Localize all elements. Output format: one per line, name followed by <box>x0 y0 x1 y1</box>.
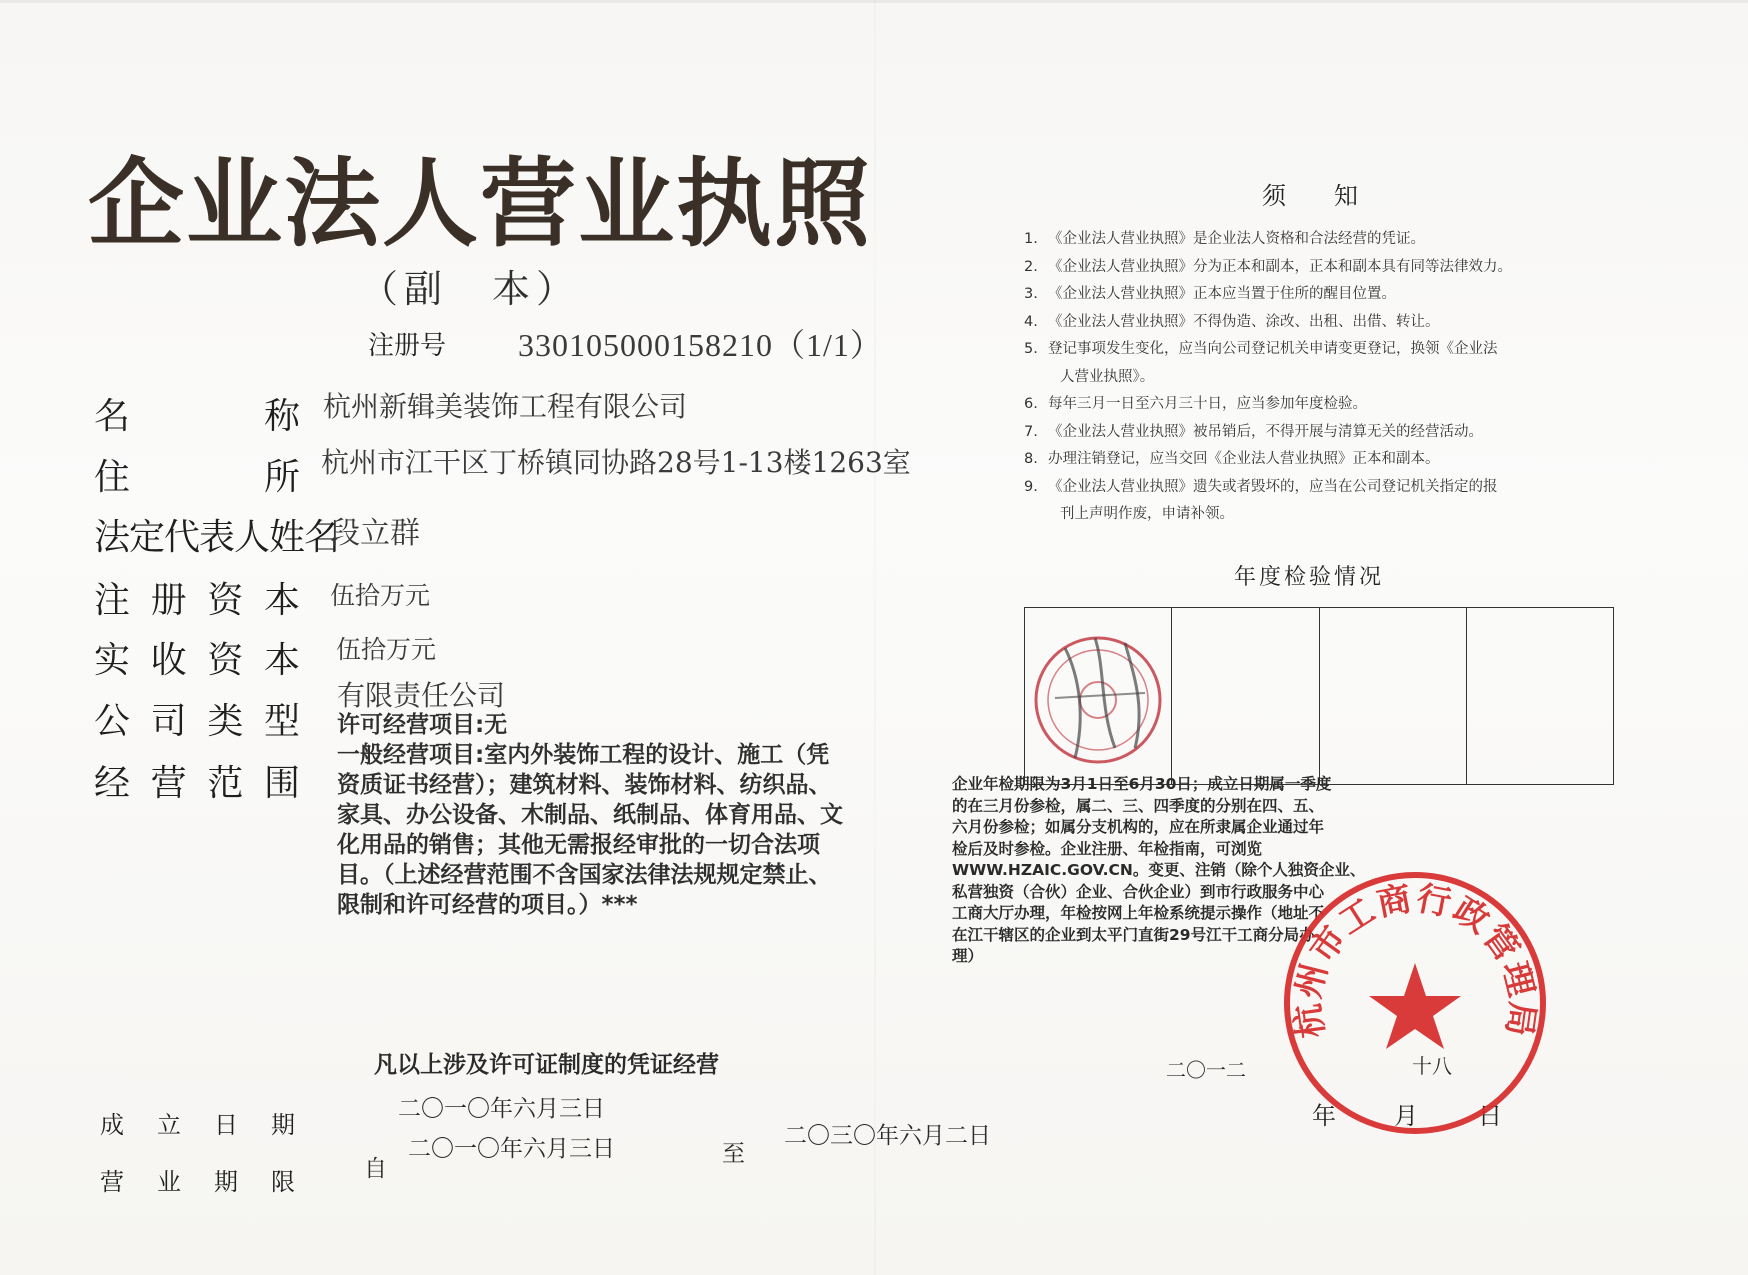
notice-item: 1. 《企业法人营业执照》是企业法人资格和合法经营的凭证。 <box>1024 231 1425 247</box>
business-scope-text <box>337 710 897 920</box>
registration-number: 330105000158210（1/1） <box>518 327 883 363</box>
issue-day-label: 日 <box>1478 1102 1502 1130</box>
scope-line: 资质证书经营）；建筑材料、装饰材料、纺织品、 <box>337 772 832 798</box>
inspection-cell <box>1025 608 1172 784</box>
notice-item: 2. 《企业法人营业执照》分为正本和副本，正本和副本具有同等法律效力。 <box>1024 258 1512 275</box>
issue-day-value: 十八 <box>1412 1054 1452 1078</box>
issue-month-label: 月 <box>1394 1102 1418 1130</box>
establishment-date-label: 成立日期 <box>100 1111 328 1139</box>
field-label-registered-capital: 注 册 资 本 <box>94 580 300 621</box>
notice-item: 6. 每年三月一日至六月三十日，应当参加年度检验。 <box>1024 396 1367 412</box>
document-subtitle: （副 本） <box>360 267 581 311</box>
business-term-from-prefix: 自 <box>364 1156 387 1182</box>
permit-note: 凡以上涉及许可证制度的凭证经营 <box>374 1052 719 1078</box>
annual-inspection-title: 年度检验情况 <box>1234 565 1385 590</box>
business-term-to-prefix: 至 <box>722 1141 745 1167</box>
establishment-date-value: 二〇一〇年六月三日 <box>398 1096 605 1122</box>
notice-item-continued: 刊上声明作废，申请补领。 <box>1060 506 1234 522</box>
field-label-legal-rep: 法定代表人姓名 <box>94 517 340 558</box>
notice-item: 9. 《企业法人营业执照》遗失或者毁坏的，应当在公司登记机关指定的报 <box>1024 478 1498 495</box>
scope-line: 限制和许可经营的项目。）*** <box>337 892 638 918</box>
note-line: 检后及时参检。企业注册、年检指南，可浏览 <box>952 839 1263 858</box>
scope-line: 目。（上述经营范围不含国家法律法规规定禁止、 <box>337 862 832 888</box>
annual-inspection-table <box>1024 607 1614 785</box>
business-term-to: 二〇三〇年六月二日 <box>784 1123 991 1149</box>
notice-list <box>1024 226 1634 529</box>
field-label-address: 住 所 <box>94 457 300 498</box>
field-value-company-type: 有限责任公司 <box>337 679 506 712</box>
note-line: 的在三月份参检，属二、三、四季度的分别在四、五、 <box>952 796 1325 815</box>
official-seal-icon <box>1280 868 1550 1138</box>
notice-item: 8. 办理注销登记，应当交回《企业法人营业执照》正本和副本。 <box>1024 451 1440 467</box>
vertical-fold <box>874 0 876 1275</box>
field-label-company-type: 公 司 类 型 <box>94 701 300 742</box>
svg-text:杭州市工商行政管理局: 杭州市工商行政管理局 <box>1287 878 1543 1041</box>
inspection-cell <box>1467 608 1613 784</box>
notice-item: 3. 《企业法人营业执照》正本应当置于住所的醒目位置。 <box>1024 286 1396 302</box>
note-line: 工商大厅办理，年检按网上年检系统提示操作（地址不 <box>952 904 1325 922</box>
business-term-label: 营业期限 <box>100 1168 328 1196</box>
notice-title: 须知 <box>1262 182 1406 210</box>
inspection-cell <box>1320 608 1467 784</box>
notice-item: 5. 登记事项发生变化，应当向公司登记机关申请变更登记，换领《企业法 <box>1024 341 1498 357</box>
notice-item: 7. 《企业法人营业执照》被吊销后，不得开展与清算无关的经营活动。 <box>1024 423 1483 440</box>
field-value-registered-capital: 伍拾万元 <box>330 581 431 610</box>
registration-label: 注册号 <box>368 331 447 361</box>
note-line: WWW.HZAIC.GOV.CN。变更、注销（除个人独资企业、 <box>952 861 1366 879</box>
inspection-cell <box>1172 608 1319 784</box>
issue-year-value: 二〇一二 <box>1166 1058 1246 1082</box>
business-term-from: 二〇一〇年六月三日 <box>408 1136 615 1162</box>
note-line: 理） <box>952 947 984 965</box>
scope-line: 化用品的销售；其他无需报经审批的一切合法项 <box>337 832 820 858</box>
note-line: 企业年检期限为3月1日至6月30日；成立日期属一季度 <box>952 775 1332 793</box>
field-value-paid-capital: 伍拾万元 <box>336 635 437 664</box>
field-value-address: 杭州市江干区丁桥镇同协路28号1-13楼1263室 <box>321 446 911 479</box>
field-label-name: 名 称 <box>94 396 300 437</box>
note-line: 在江干辖区的企业到太平门直街29号江干工商分局办 <box>952 925 1315 944</box>
document-title: 企业法人营业执照 <box>88 148 872 260</box>
notice-item: 4. 《企业法人营业执照》不得伪造、涂改、出租、出借、转让。 <box>1024 313 1440 330</box>
notice-item-continued: 人营业执照》。 <box>1060 368 1155 385</box>
issue-year-label: 年 <box>1312 1102 1336 1130</box>
field-label-paid-capital: 实 收 资 本 <box>94 640 300 681</box>
note-line: 私营独资（合伙）企业、合伙企业）到市行政服务中心 <box>952 882 1325 901</box>
field-value-legal-rep: 段立群 <box>330 516 420 551</box>
note-line: 六月份参检；如属分支机构的，应在所隶属企业通过年 <box>952 818 1325 836</box>
scope-line: 许可经营项目:无 <box>337 712 508 738</box>
field-label-business-scope: 经 营 范 围 <box>94 763 300 804</box>
scope-line: 一般经营项目:室内外装饰工程的设计、施工（凭 <box>337 742 830 768</box>
field-value-name: 杭州新辑美装饰工程有限公司 <box>323 390 688 423</box>
scope-line: 家具、办公设备、木制品、纸制品、体育用品、文 <box>337 802 843 828</box>
inspection-stamp-icon <box>1025 608 1172 783</box>
